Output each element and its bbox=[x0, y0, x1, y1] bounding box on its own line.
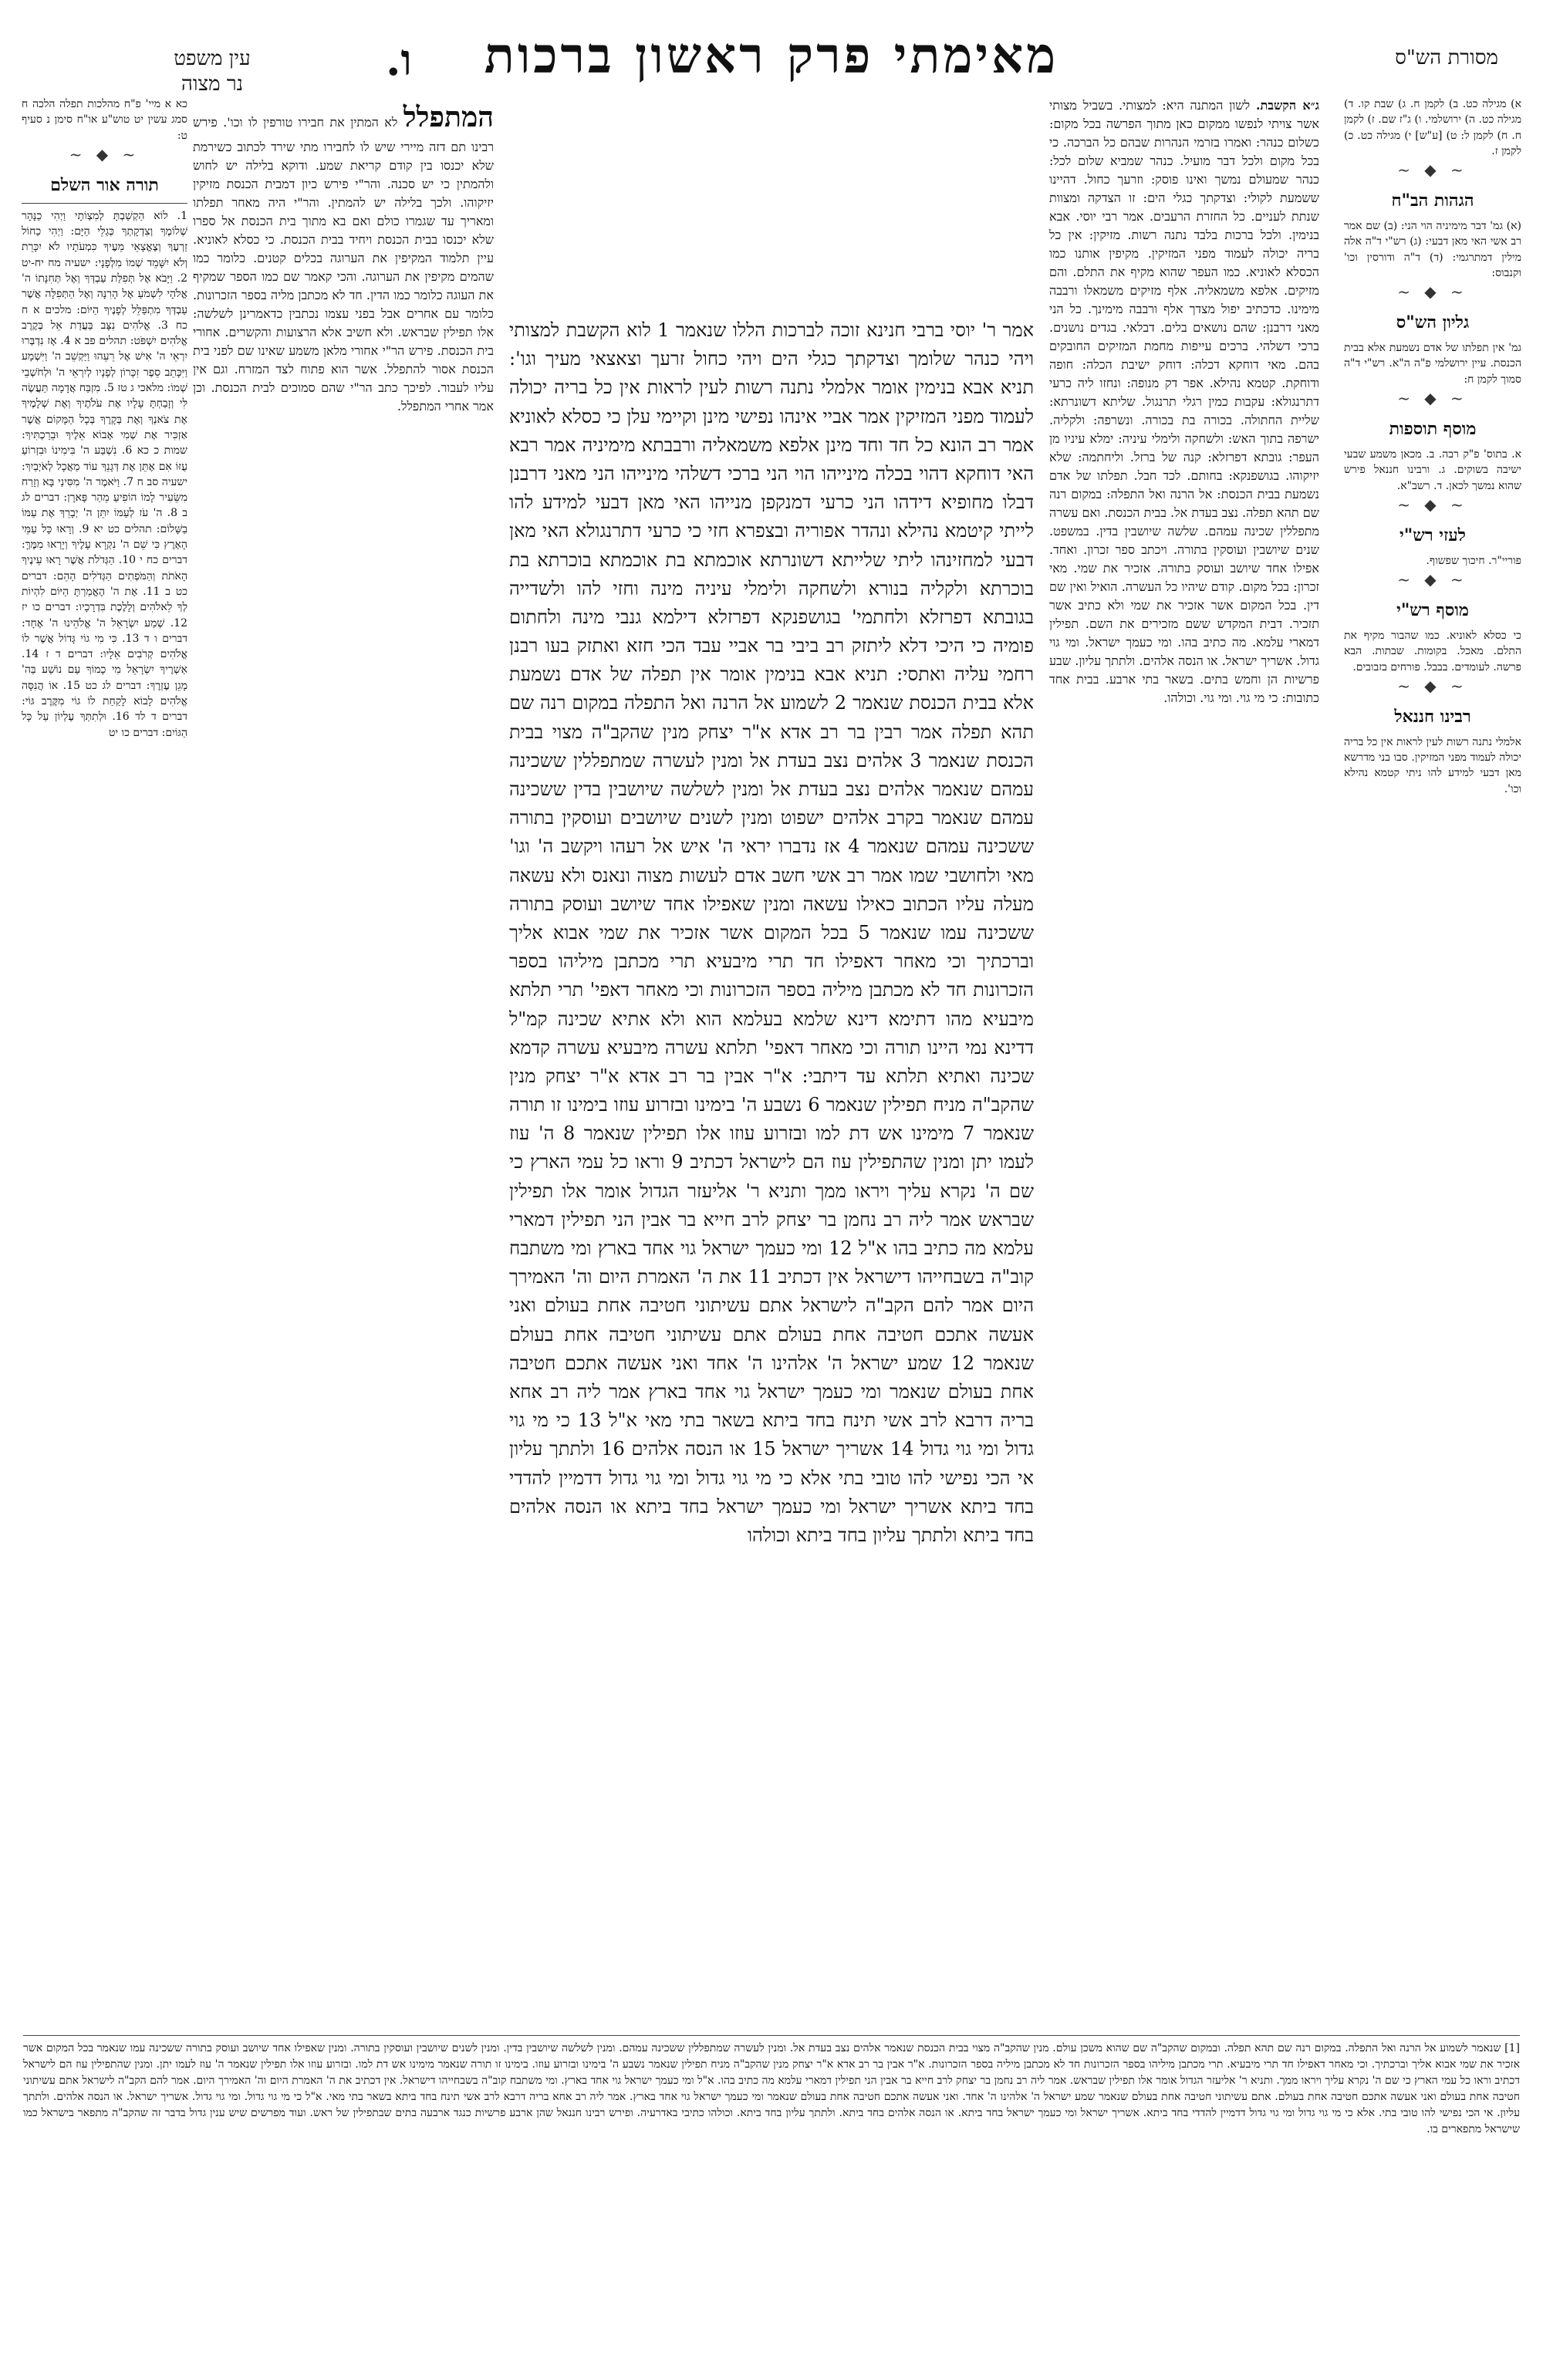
tosafot-column bbox=[193, 96, 494, 2029]
leazi-title: לעזי רש"י bbox=[1400, 525, 1466, 545]
ein-mishpat-label-1: עין משפט bbox=[174, 47, 251, 70]
ein-mishpat-label-2: נר מצוה bbox=[181, 72, 244, 96]
left-margin-column bbox=[22, 96, 187, 2029]
torah-or-title: תורה אור השלם bbox=[50, 174, 159, 195]
right-margin-column bbox=[1344, 96, 1521, 2029]
page-number: ו. bbox=[386, 35, 412, 86]
bottom-notes-text: [1] שנאמר לשמוע אל הרנה ואל התפלה. במקום רנה שם תהא תפלה. ובמקום שהקב"ה שם שהוא משכן עולם. מנין שהקב"ה מצוי בבית הכנסת שנאמר אלהים נצב בעדת אל. ומנין לעשרה שמתפללין ששכינה עמהם. ומנין לשלשה שיושבין בדין. ומנין לשנים שיושבין ועוסקין בתורה. ומנין שאפילו אחד שיושב ועוסק בתורה ששכינה עמו שנאמר בכל המקום אשר אזכיר את שמי אבוא אליך וברכתיך. וכי מאחר דאפילו חד תרי מיבעיא. תרי מכתבן מיליהו בספר הזכרונות חד לא מכתבן מיליה בספר הזכרונות. א"ר אבין בר רב אדא א"ר יצחק מנין שהקב"ה מניח תפילין שנאמר נשבע ה' בימינו ובזרוע עוזו. בימינו זו תורה שנאמר מימינו אש דת למו. ובזרוע עוזו אלו תפילין שנאמר ה' עוז לעמו יתן. ומנין שהתפילין עוז הם לישראל דכתיב וראו כל עמי הארץ כי שם ה' נקרא עליך ויראו ממך. ותניא ר' אליעזר הגדול אומר אלו תפילין שבראש. אמר ליה רב נחמן בר יצחק לרב חייא בר אבין הני תפילין דמארי עלמא מה כתיב בהו. א"ל ומי כעמך ישראל גוי אחד בארץ. ומי משתבח קוב"ה בשבחייהו דישראל. אין דכתיב את ה' האמרת היום וה' האמירך היום. אמר להם הקב"ה לישראל אתם עשיתוני חטיבה אחת בעולם ואני אעשה אתכם חטיבה אחת בעולם. אתם עשיתוני חטיבה אחת בעולם שנאמר שמע ישראל ה' אלהינו ה' אחד. ואני אעשה אתכם חטיבה אחת בעולם שנאמר ומי כעמך ישראל גוי אחד בארץ. אמר ליה רב אחא בריה דרבא לרב אשי תינח בחד ביתא בשאר בתי מאי. א"ל כי מי גוי גדול. ומי גוי גדול. אשריך ישראל. או הנסה אלהים. ולתתך עליון. אי הכי נפישי להו טובי בתי. אלא כי מי גוי גדול ומי גוי גדול דדמיין להדדי בחד ביתא. אשריך ישראל ומי כעמך ישראל בחד ביתא. או הנסה אלהים בחד ביתא. ולתתך עליון בחד ביתא. וכולהו כתיבי באדרעיה. ופירש רבינו חננאל שהן ארבע פרשיות כנגד ארבעה בתים שבתפילין של ראש. ועוד מפרשים שיש ענין גדול בדבר זה שהקב"ה מתפאר בישראל כמו שישראל מתפארים בו. bbox=[23, 2042, 1520, 2135]
page-header bbox=[0, 23, 1543, 96]
musaf-tosafot-text: א. בתוס' פ"ק רבה. ב. מכאן משמע שבעי ישיבה בשוקים. ג. ורבינו חננאל פירש שהוא נמשך לכאן. ד. רשב"א. bbox=[1344, 447, 1521, 492]
gilyon-title: גליון הש"ס bbox=[1396, 312, 1470, 333]
rashi-column bbox=[1049, 96, 1319, 2029]
divider-line bbox=[22, 203, 187, 204]
tosafot-heading: המתפלל bbox=[403, 101, 494, 133]
torah-or-text: 1. לוֹא הַקְשַׁבְתָּ לְמִצְוֹתָי וַיְהִי כַנָּהָר שְׁלוֹמֶךָ וְצִדְקָתְךָ כְּגַלֵּי הַיָּם: וַיְהִי כַחוֹל זַרְעֶךָ וְצֶאֱצָאֵי מֵעֶיךָ כִּמְעֹתָיו לֹא יִכָּרֵת וְלֹא יִשָּׁמֵד שְׁמוֹ מִלְּפָנָי: ישעיה מח יח-יט 2. וַיָּבֹא אֶל תְּפִלַּת עַבְדְּךָ וְאֶל תְּחִנָּתוֹ ה' אֱלֹהָי לִשְׁמֹעַ אֶל הָרִנָּה וְאֶל הַתְּפִלָּה אֲשֶׁר עַבְדְּךָ מִתְפַּלֵּל לְפָנֶיךָ הַיּוֹם: מלכים א ח כח 3. אֱלֹהִים נִצָּב בַּעֲדַת אֵל בְּקֶרֶב אֱלֹהִים יִשְׁפֹּט: תהלים פב א 4. אָז נִדְבְּרוּ יִרְאֵי ה' אִישׁ אֶל רֵעֵהוּ וַיַּקְשֵׁב ה' וַיִּשְׁמָע וַיִּכָּתֵב סֵפֶר זִכָּרוֹן לְפָנָיו לְיִרְאֵי ה' וּלְחֹשְׁבֵי שְׁמוֹ: מלאכי ג טז 5. מִזְבַּח אֲדָמָה תַּעֲשֶׂה לִּי וְזָבַחְתָּ עָלָיו אֶת עֹלֹתֶיךָ וְאֶת שְׁלָמֶיךָ אֶת צֹאנְךָ וְאֶת בְּקָרֶךָ בְּכָל הַמָּקוֹם אֲשֶׁר אַזְכִּיר אֶת שְׁמִי אָבוֹא אֵלֶיךָ וּבֵרַכְתִּיךָ: שמות כ כא 6. נִשְׁבַּע ה' בִּימִינוֹ וּבִזְרוֹעַ עֻזּוֹ אִם אֶתֵּן אֶת דְּגָנֵךְ עוֹד מַאֲכָל לְאֹיְבַיִךְ: ישעיה סב ח 7. וַיֹּאמֶר ה' מִסִּינַי בָּא וְזָרַח מִשֵּׂעִיר לָמוֹ הוֹפִיעַ מֵהַר פָּארָן: דברים לג ב 8. ה' עֹז לְעַמּוֹ יִתֵּן ה' יְבָרֵךְ אֶת עַמּוֹ בַשָּׁלוֹם: תהלים כט יא 9. וְרָאוּ כָּל עַמֵּי הָאָרֶץ כִּי שֵׁם ה' נִקְרָא עָלֶיךָ וְיָרְאוּ מִמֶּךָּ: דברים כח י 10. הַגְּדֹלֹת אֲשֶׁר רָאוּ עֵינֶיךָ הָאֹתֹת וְהַמֹּפְתִים הַגְּדֹלִים הָהֵם: דברים כט ב 11. אֶת ה' הֶאֱמַרְתָּ הַיּוֹם לִהְיוֹת לְךָ לֵאלֹהִים וְלָלֶכֶת בִּדְרָכָיו: דברים כו יז 12. שְׁמַע יִשְׂרָאֵל ה' אֱלֹהֵינוּ ה' אֶחָד: דברים ו ד 13. כִּי מִי גוֹי גָּדוֹל אֲשֶׁר לוֹ אֱלֹהִים קְרֹבִים אֵלָיו: דברים ד ז 14. אַשְׁרֶיךָ יִשְׂרָאֵל מִי כָמוֹךָ עַם נוֹשַׁע בַּה' מָגֵן עֶזְרֶךָ: דברים לג כט 15. אוֹ הֲנִסָּה אֱלֹהִים לָבוֹא לָקַחַת לוֹ גוֹי מִקֶּרֶב גּוֹי: דברים ד לד 16. וּלְתִתְּךָ עֶלְיוֹן עַל כָּל הַגּוֹיִם: דברים כו יט bbox=[22, 209, 187, 739]
masoret-label: מסורת הש"ס bbox=[1395, 46, 1498, 69]
musaf-tosafot-title: מוסף תוספות bbox=[1389, 419, 1477, 440]
bottom-divider-line bbox=[23, 2035, 1520, 2036]
ein-mishpat-label bbox=[139, 46, 285, 96]
gilyon-text: גמ' אין תפלתו של אדם נשמעת אלא בבית הכנסת. עיין ירושלמי פ"ה ה"א. רש"י ד"ה סמוך לקמן ח: bbox=[1344, 342, 1521, 386]
rashi-lemma: ג״א הקשבת. bbox=[1255, 98, 1319, 113]
tosafot-text: לא המתין את חבירו טורפין לו וכו'. פירש רבינו תם דזה מיירי שיש לו לחבירו מתי שירד לכתוב כשירמת שלא יכנסו בין קודם קריאת שמע. ודוקא בלילה יש לחוש ולהמתין כי יש סכנה. והר"י פירש כיון דמבית הכנסת מזיקין יזיקוהו. ולכך בלילה יש להמתין. והר"י היה מאחר תפלתו ומאריך עד שגמרו כולם ואם בא מתוך בית הכנסת אל ספרו שלא יכנסו בבית הכנסת ויחיד בבית הכנסת. כי כסלא לאוניא. עיין תלמוד המקיפין את הערוגה בכלים קטנים. כלומר כמו שהמים מקיפין את הערוגה. והכי קאמר שם כמו הספר שמקיף את העוגה כלומר כמו הדין. חד לא מכתבן מליה בספר הזכרונות. כלומר עם אחרים אבל בפני עצמו נכתבין כדאמרינן לשלשה: אלו תפילין שבראש. ולא חשיב אלא הרצועות והקשרים. אחורי בית הכנסת. פירש הר"י אחורי מלאן משמע שאינו שם לפני בית הכנסת אסור להתפלל. אשר הוא פתוח לצד המזרח. וגם אין עליו לעבור. לפיכך כתב הר"י שהם סמוכים לבית הכנסת. וכן אמר אחרי המתפלל. bbox=[193, 115, 494, 414]
divider-ornament: ~ ◆ ~ bbox=[69, 144, 140, 164]
divider-ornament: ~ ◆ ~ bbox=[1397, 282, 1468, 302]
gemara-column bbox=[509, 316, 1034, 2033]
divider-ornament: ~ ◆ ~ bbox=[1397, 160, 1468, 180]
divider-ornament: ~ ◆ ~ bbox=[1397, 495, 1468, 514]
divider-ornament: ~ ◆ ~ bbox=[1397, 570, 1468, 589]
gemara-text: אמר ר' יוסי ברבי חנינא זוכה לברכות הללו שנאמר 1 לוא הקשבת למצותי ויהי כנהר שלומך וצדקתך כגלי הים ויהי כחול זרעך וצאצאי מעיך וגו': תניא אבא בנימין אומר אלמלי נתנה רשות לעין לראות אין כל בריה יכולה לעמוד מפני המזיקין אמר אביי אינהו נפישי מינן וקיימי עלן כי כסלא לאוניא אמר רב הונא כל חד וחד מינן אלפא משמאליה ורבבתא מימיניה אמר רבא האי דוחקא דהוי בכלה מינייהו הוי הני ברכי דשלהי מינייהו הני מאני דרבנן דבלו מחופיא דידהו הני כרעי דמנקפן מנייהו האי מאן דבעי למידע להו לייתי קיטמא נהילא ונהדר אפוריה ובצפרא חזי כי כרעי דתרנגולא האי מאן דבעי למחזינהו ליתי שלייתא דשונרתא אוכמתא בת אוכמתא בוכרתא בת בוכרתא ולקליה בנורא ולשחקה ולימלי עיניה מינה וחזי להו ולשדייה בגובתא דפרזלא ולחתמי' בגושפנקא דפרזלא דילמא גנבי מינה ולחתום פומיה כי היכי דלא ליתזק רב ביבי בר אביי עבד הכי חזא ואתזק בעו רבנן רחמי עליה ואתסי: תניא אבא בנימין אומר אין תפלה של אדם נשמעת אלא בבית הכנסת שנאמר 2 לשמוע אל הרנה ואל התפלה במקום רנה שם תהא תפלה אמר רבין בר רב אדא א"ר יצחק מנין שהקב"ה מצוי בבית הכנסת שנאמר 3 אלהים נצב בעדת אל ומנין לעשרה שמתפללין ששכינה עמהם שנאמר אלהים נצב בעדת אל ומנין לשלשה שיושבין בדין ששכינה עמהם שנאמר בקרב אלהים ישפוט ומנין לשנים שיושבים ועוסקין בתורה ששכינה עמהם שנאמר 4 אז נדברו יראי ה' איש אל רעהו ויקשב ה' וגו' מאי ולחושבי שמו אמר רב אשי חשב אדם לעשות מצוה ונאנס ולא עשאה מעלה עליו הכתוב כאילו עשאה ומנין שאפילו אחד שיושב ועוסק בתורה ששכינה עמו שנאמר 5 בכל המקום אשר אזכיר את שמי אבוא אליך וברכתיך וכי מאחר דאפילו חד תרי מיבעיא תרי מכתבן מיליהו בספר הזכרונות חד לא מכתבן מיליה בספר הזכרונות וכי מאחר דאפי' תרי תלתא מיבעיא מהו דתימא דינא שלמא בעלמא הוא ולא אתיא שכינה קמ"ל דדינא נמי היינו תורה וכי מאחר דאפי' תלתא עשרה מיבעיא עשרה קדמא שכינה ואתיא תלתא עד דיתבי: א"ר אבין בר רב אדא א"ר יצחק מנין שהקב"ה מניח תפילין שנאמר 6 נשבע ה' בימינו ובזרוע עוזו בימינו זו תורה שנאמר 7 מימינו אש דת למו ובזרוע עוזו אלו תפילין שנאמר 8 ה' עוז לעמו יתן ומנין שהתפילין עוז הם לישראל דכתיב 9 וראו כל עמי הארץ כי שם ה' נקרא עליך ויראו ממך ותניא ר' אליעזר הגדול אומר אלו תפילין שבראש אמר ליה רב נחמן בר יצחק לרב חייא בר אבין הני תפילין דמארי עלמא מה כתיב בהו א"ל 12 ומי כעמך ישראל גוי אחד בארץ ומי משתבח קוב"ה בשבחייהו דישראל אין דכתיב 11 את ה' האמרת היום וה' האמירך היום אמר להם הקב"ה לישראל אתם עשיתוני חטיבה אחת בעולם ואני אעשה אתכם חטיבה אחת בעולם אתם עשיתוני חטיבה אחת בעולם שנאמר 12 שמע ישראל ה' אלהינו ה' אחד ואני אעשה אתכם חטיבה אחת בעולם שנאמר ומי כעמך ישראל גוי אחד בארץ אמר ליה רב אחא בריה דרבא לרב אשי תינח בחד ביתא בשאר בתי מאי א"ל 13 כי מי גוי גדול ומי גוי גדול 14 אשריך ישראל 15 או הנסה אלהים 16 ולתתך עליון אי הכי נפישי להו טובי בתי אלא כי מי גוי גדול ומי גוי גדול דדמיין להדדי בחד ביתא אשריך ישראל ומי כעמך ישראל בחד ביתא או הנסה אלהים בחד ביתא ולתתך עליון בחד ביתא וכולהו bbox=[509, 319, 1034, 1546]
musaf-rashi-text: כי כסלא לאוניא. כמו שהבור מקיף את התלם. מאכל. בקומות. שבתות. הבא פרשה. לעומדים. בבבל. פורחים בזבובים. bbox=[1344, 629, 1521, 673]
rabbeinu-chananel-title: רבינו חננאל bbox=[1394, 706, 1471, 727]
musaf-rashi-title: מוסף רש"י bbox=[1396, 600, 1469, 621]
divider-ornament: ~ ◆ ~ bbox=[1397, 389, 1468, 408]
masoret-text: א) מגילה כט. ב) לקמן ח. ג) שבת קו. ד) מגילה כט. ה) ירושלמי. ו) ג"ז שם. ז) לקמן ח. ח) לקמן ל: ט) [ע"ש] י) מגילה כט. כ) לקמן ז. bbox=[1344, 98, 1521, 157]
leazi-text: פוריי"ר. חיכוך שפשוף. bbox=[1426, 554, 1521, 567]
bottom-notes bbox=[23, 2041, 1520, 2365]
divider-ornament: ~ ◆ ~ bbox=[1397, 676, 1468, 695]
page-title: מאימתי פרק ראשון ברכות bbox=[484, 27, 1059, 85]
ein-mishpat-text: כא א מיי' פ"ח מהלכות תפלה הלכה ח סמג עשין יט טוש"ע או"ח סימן נ סעיף ט: bbox=[22, 98, 187, 142]
rabbeinu-chananel-text: אלמלי נתנה רשות לעין לראות אין כל בריה יכולה לעמוד מפני המזיקין. סבו בני מדרשא מאן דבעי למידע להו ניתי קטמא נהילא וכו'. bbox=[1344, 735, 1521, 795]
rashi-text: לשון המתנה היא: למצותי. בשביל מצותי אשר צויתי לנפשו ממקום כאן מתוך הפרשה בכל מקום: כשלום כנהר: ואמרו בזרמי הנהרות שבהם כל הברכה. כי בכל מקום ולכל דבר מועיל. כנהר שמביא שלום לכל: כנהר שמעולם נמשך ואינו פוסק: וזרעך כחול. דהיינו ששמעת לקולי: וצדקתך כגלי הים: זו הצדקה ומצוות שנתת לעניים. כל החזרת הרעבים. אמר רבי יוסי. אבא בנימין. ולכל ברכות בלבד נתנה רשות. מזיקין: אין כל בריה יכולה לעמוד מפני המזיקין. מקיפין אותנו כמו הכסלא לאוניא. כמו העפר שהוא מקיף את התלם. והם מזיקים. אלפא משמאליה. אלף מזיקים משמאלו ורבבה מימינו. כדכתיב יפול מצדך אלף ורבבה מימינך. כל הני מאני דרבנן: שהם נושאים בלים. דבלאי. בגדים נושנים. ברכי דשלהי. ברכים עייפות מחמת המזיקים החובקים בהם. מאי דוחקא דכלה: דוחק ישיבת הכלה: חופה ודוחקת. קטמא נהילא. אפר דק מנופה: ונחזו ליה כרעי דתרנגולא: עקבות כמין רגלי תרנגול. שליתא דשונרתא: שליית החתולה. בכורה בת בכורה. ונשרפה: ולקליה. ישרפה בתוך האש: ולשחקה ולימלי עיניה: ימלא עיניו מן העפר: גובתא דפרזלא: קנה של ברזל. וליחתמה: שלא יזיקוהו. בגושפנקא: בחותם. לכד חבל. תפלתו של אדם נשמעת בבית הכנסת: אל הרנה ואל התפלה: במקום רנה שם תהא תפלה. נצב בעדת אל. בבית הכנסת. ואם עשרה מתפללין שכינה עמהם. שלשה שיושבין בדין. במשפט. שנים שיושבין ועוסקין בתורה. ויכתב ספר זכרון. ואחד. אפילו אחד שיושב ועוסק בתורה. אזכיר את שמי. מאי זכרון: בכל מקום. קודם שיהיו כל העשרה. הואיל ואין שם דין. בכל המקום אשר אזכיר את שמי ולא כתיב אשר תזכיר. דבית המקדש ששם מזכירים את השם. תפילין דמארי עלמא. מה כתיב בהו. ומי כעמך ישראל. ומי גוי גדול. אשריך ישראל. או הנסה אלהים. ולתתך עליון. שבע פרשיות הן וחמש בתים. בשאר בתי ארבע. בבית אחד כתובות: כי מי גוי. ומי גוי. וכולהו. bbox=[1049, 98, 1319, 705]
hagahot-title: הגהות הב"ח bbox=[1391, 191, 1474, 211]
hagahot-text: (א) גמ' דבר מימיניה הוי הני: (ב) שם אמר רב אשי האי מאן דבעי: (ג) רש"י ד"ה אלה מילין דמתרגמי: (ד) ד"ה ודורסין וכו' וקנבוס: bbox=[1344, 220, 1521, 279]
